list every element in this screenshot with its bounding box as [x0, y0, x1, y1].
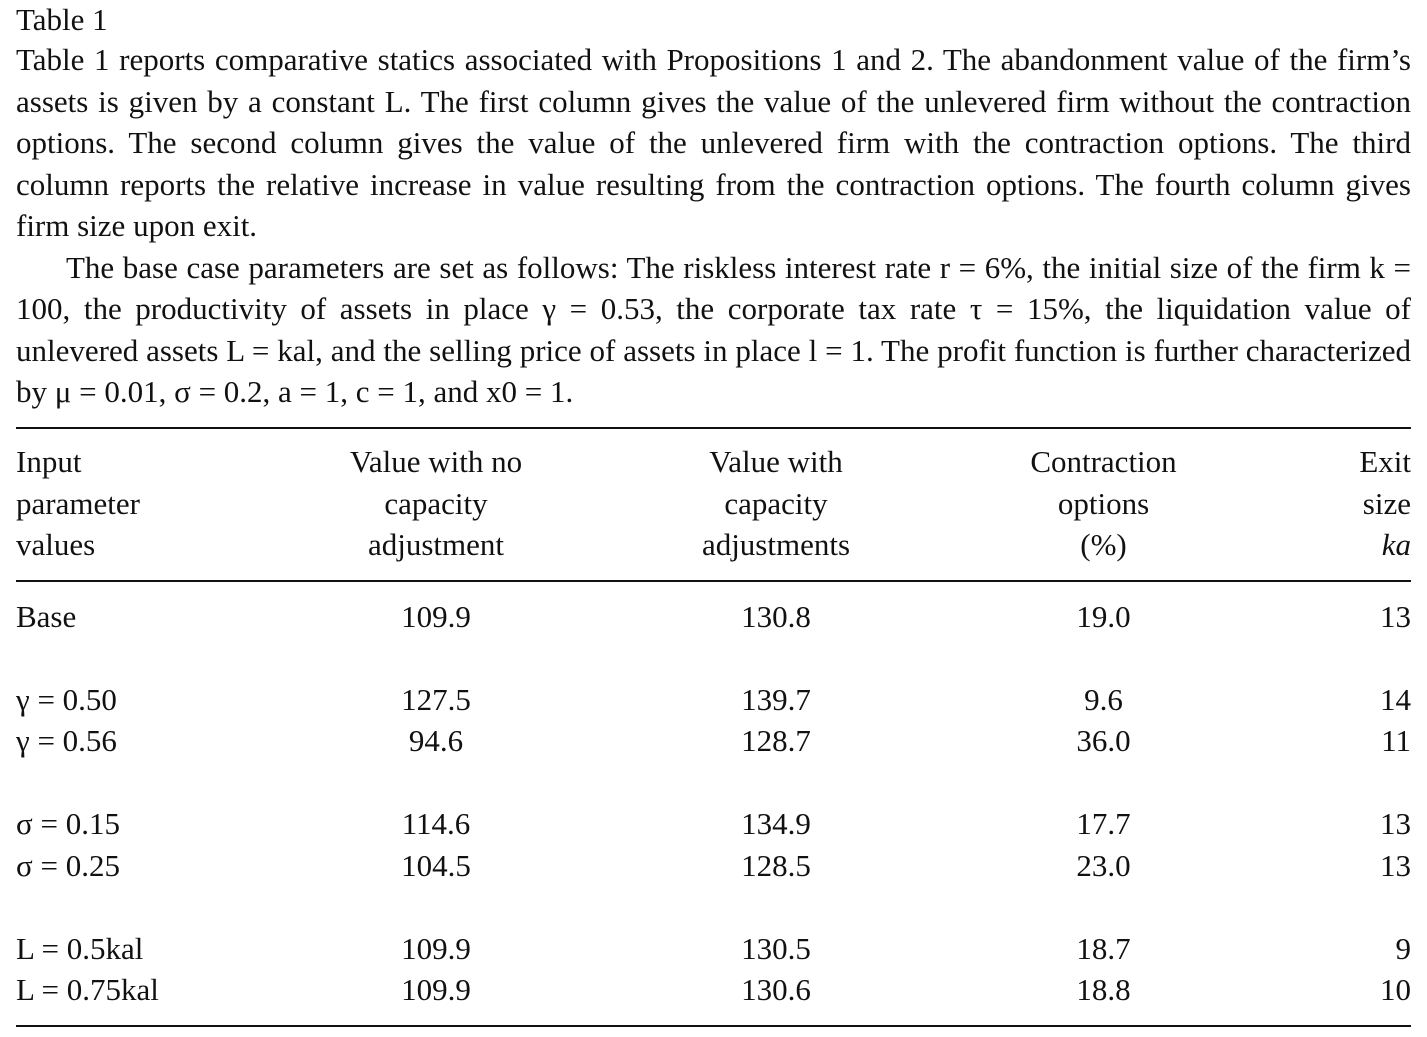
cell-no-adj: 109.9 [236, 969, 636, 1026]
cell-no-adj: 94.6 [408, 723, 464, 758]
cell-options: 19.0 [1076, 598, 1131, 634]
cell-param: L = 0.5kal [16, 930, 144, 966]
cell-options: 18.7 [1076, 930, 1131, 966]
cell-exit: 10 [1291, 969, 1411, 1026]
cell-no-adj: 109.9 [401, 930, 471, 966]
cell-no-adj: 114.6 [401, 806, 471, 841]
cell-options: 23.0 [1076, 847, 1131, 883]
table-row [16, 845, 1411, 887]
table-caption [16, 39, 1411, 413]
cell-param: Base [16, 598, 77, 634]
table-label: Table 1 [16, 2, 108, 37]
cell-param: γ = 0.50 [16, 681, 117, 717]
cell-param: σ = 0.25 [16, 847, 120, 883]
header-input-parameter: Input parameter values [16, 428, 236, 581]
cell-with-adj: 130.6 [636, 969, 916, 1026]
caption-paragraph-2: The base case parameters are set as follows: The riskless interest rate r = 6%, the initial size of the firm k = 100, the productivity of assets in place γ = 0.53, the corporate tax rate τ = 15%, the liquidation value of unlevered assets L = kal, and the selling price of assets in place l = 1. The profit function is further characterized by μ = 0.01, σ = 0.2, a = 1, c = 1, and x0 = 1. [16, 249, 1411, 409]
row-spacer [16, 886, 1411, 928]
cell-options: 17.7 [1076, 806, 1131, 841]
row-spacer [16, 762, 1411, 804]
table-row [16, 581, 1411, 638]
table-row [16, 969, 1411, 1026]
cell-exit: 13 [1380, 806, 1411, 841]
cell-with-adj: 130.5 [741, 930, 811, 966]
cell-no-adj: 127.5 [401, 681, 471, 717]
comparative-statics-table [16, 427, 1411, 1027]
table-row [16, 720, 1411, 762]
cell-param: L = 0.75kal [16, 969, 236, 1026]
cell-exit: 11 [1381, 723, 1411, 758]
cell-exit: 9 [1395, 930, 1411, 966]
cell-with-adj: 128.5 [741, 847, 811, 883]
cell-exit: 13 [1380, 598, 1411, 634]
table-row [16, 803, 1411, 845]
header-exit-size: Exit size ka [1291, 428, 1411, 581]
row-spacer [16, 637, 1411, 679]
cell-options: 9.6 [1084, 681, 1123, 717]
header-contraction-options: Contraction options (%) [916, 428, 1291, 581]
cell-options: 18.8 [916, 969, 1291, 1026]
header-value-no-adjustment: Value with no capacity adjustment [236, 428, 636, 581]
paper-page [16, 0, 1411, 1007]
table-row [16, 679, 1411, 721]
header-value-with-adjustments: Value with capacity adjustments [636, 428, 916, 581]
cell-param: σ = 0.15 [16, 806, 120, 841]
cell-with-adj: 134.9 [741, 806, 811, 841]
cell-no-adj: 104.5 [401, 847, 471, 883]
cell-exit: 13 [1380, 847, 1411, 883]
cell-with-adj: 139.7 [741, 681, 811, 717]
cell-exit: 14 [1380, 681, 1411, 717]
cell-with-adj: 128.7 [741, 723, 811, 758]
cell-with-adj: 130.8 [741, 598, 811, 634]
cell-param: γ = 0.56 [16, 723, 117, 758]
cell-no-adj: 109.9 [401, 598, 471, 634]
table-row [16, 928, 1411, 970]
cell-options: 36.0 [1076, 723, 1131, 758]
caption-paragraph-1: Table 1 reports comparative statics associated with Propositions 1 and 2. The abandonment value of the firm’s assets is given by a constant L. The first column gives the value of the unlevered firm without the contraction options. The second column gives the value of the unlevered firm with the contraction options. The third column reports the relative increase in value resulting from the contraction options. The fourth column gives firm size upon exit. [16, 42, 1411, 243]
